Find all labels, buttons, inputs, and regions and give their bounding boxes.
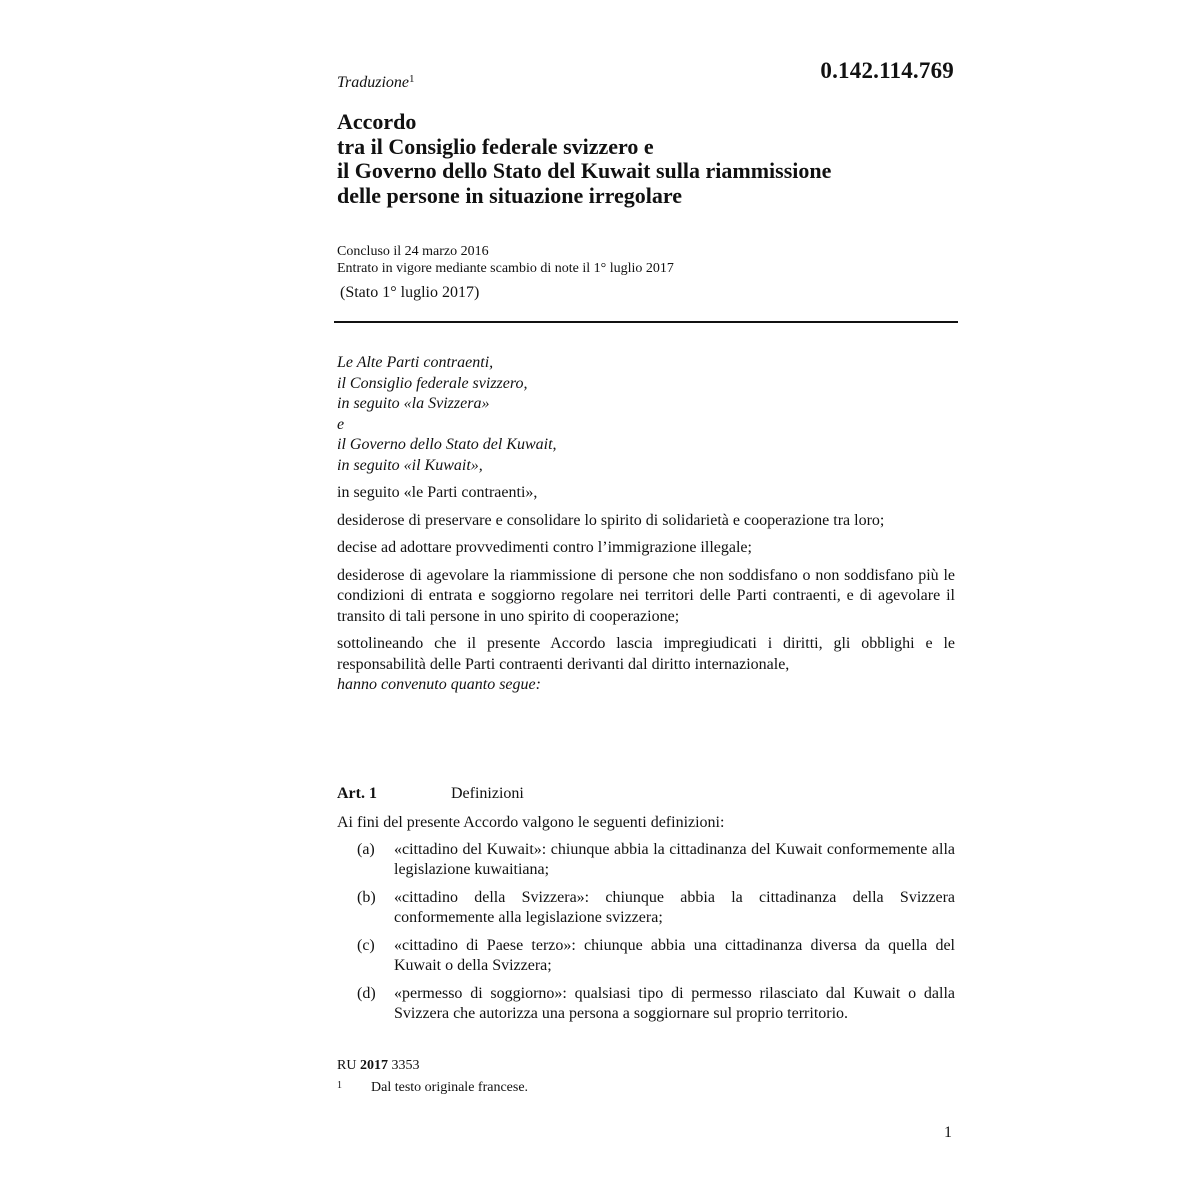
title-line: Accordo: [337, 109, 417, 134]
article-number: Art. 1: [337, 785, 377, 802]
preamble-party-line: in seguito «il Kuwait»,: [337, 456, 483, 474]
translation-label: [337, 74, 415, 92]
definition-item: [337, 936, 955, 976]
footnote-number: 1: [337, 1080, 342, 1091]
preamble: [337, 353, 955, 696]
definition-text: «cittadino del Kuwait»: chiunque abbia la cittadinanza del Kuwait conformemente alla legislazione kuwaitiana;: [394, 841, 955, 878]
official-compilation-reference: [337, 1058, 419, 1074]
preamble-parties-label: in seguito «le Parti contraenti»,: [337, 484, 538, 501]
entry-into-force: Entrato in vigore mediante scambio di note il 1° luglio 2017: [337, 261, 674, 276]
footnote-reference[interactable]: 1: [409, 73, 415, 85]
definition-label: (c): [357, 937, 375, 954]
document-metadata: [337, 243, 674, 277]
ru-page: 3353: [391, 1058, 420, 1073]
definition-label: (d): [357, 985, 376, 1002]
title-line: il Governo dello Stato del Kuwait sulla riammissione: [337, 158, 832, 183]
page-number: 1: [944, 1124, 952, 1141]
preamble-party-line: Le Alte Parti contraenti,: [337, 354, 494, 371]
definition-label: (a): [357, 841, 375, 858]
preamble-paragraph: desiderose di agevolare la riammissione di persone che non soddisfano o non soddisfano più le condizioni di entrata e soggiorno regolare nei territori delle Parti contraenti, e di agevolare il transito di tali persone in uno spirito di cooperazione;: [337, 566, 955, 625]
article-heading: [337, 785, 524, 803]
article-intro: Ai fini del presente Accordo valgono le seguenti definizioni:: [337, 814, 725, 831]
document-title: [337, 110, 977, 208]
definition-item: [337, 888, 955, 928]
article-body: [337, 813, 955, 1032]
definition-list: [337, 840, 955, 1024]
definition-text: «cittadino di Paese terzo»: chiunque abbia una cittadinanza diversa da quella del Kuwait o della Svizzera;: [394, 937, 955, 974]
ru-year: 2017: [359, 1058, 388, 1073]
ru-prefix: RU: [337, 1058, 357, 1073]
translation-label-text: Traduzione: [337, 74, 410, 91]
article-title: Definizioni: [451, 785, 524, 802]
title-line: delle persone in situazione irregolare: [337, 182, 683, 208]
concluded-date: Concluso il 24 marzo 2016: [337, 244, 489, 259]
preamble-party-line: in seguito «la Svizzera»: [337, 395, 490, 412]
preamble-paragraph: sottolineando che il presente Accordo lascia impregiudicati i diritti, gli obblighi e le responsabilità delle Parti contraenti derivanti dal diritto internazionale,: [337, 635, 955, 673]
preamble-closing: hanno convenuto quanto segue:: [337, 676, 541, 693]
preamble-party-line: il Consiglio federale svizzero,: [337, 374, 528, 392]
sr-number: 0.142.114.769: [820, 58, 954, 83]
definition-text: «permesso di soggiorno»: qualsiasi tipo di permesso rilasciato dal Kuwait o dalla Svizzera che autorizza una persona a soggiornare sul proprio territorio.: [394, 985, 955, 1022]
definition-item: [337, 840, 955, 880]
footnote-text: Dal testo originale francese.: [371, 1080, 529, 1095]
preamble-paragraph: desiderose di preservare e consolidare lo spirito di solidarietà e cooperazione tra loro;: [337, 511, 885, 529]
header-divider: [334, 321, 958, 323]
preamble-party-line: e: [337, 415, 345, 433]
status-date: (Stato 1° luglio 2017): [340, 284, 480, 301]
preamble-paragraph: decise ad adottare provvedimenti contro l’immigrazione illegale;: [337, 539, 752, 556]
definition-item: [337, 984, 955, 1024]
title-line: tra il Consiglio federale svizzero e: [337, 133, 654, 159]
preamble-party-line: il Governo dello Stato del Kuwait,: [337, 436, 557, 453]
definition-text: «cittadino della Svizzera»: chiunque abbia la cittadinanza della Svizzera conformemente alla legislazione svizzera;: [394, 889, 955, 926]
definition-label: (b): [357, 889, 376, 906]
footnote: [337, 1080, 528, 1096]
